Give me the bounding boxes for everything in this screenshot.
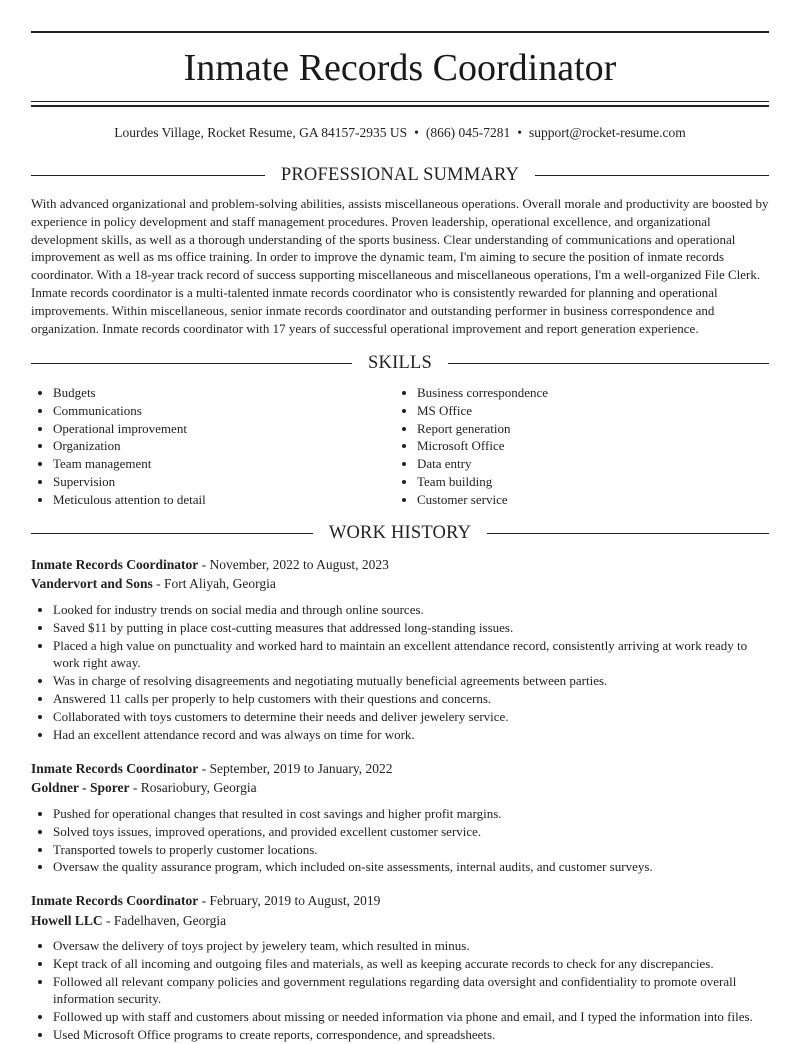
job-company: Vandervort and Sons <box>31 576 153 591</box>
contact-separator: • <box>517 125 522 140</box>
job-company: Howell LLC <box>31 913 103 928</box>
work-heading <box>31 521 769 545</box>
heading-rule <box>535 175 769 176</box>
job-company-line <box>31 574 769 593</box>
job-location: - Fadelhaven, Georgia <box>102 913 227 928</box>
skill-item: • Data entry <box>417 455 755 473</box>
contact-phone: (866) 045-7281 <box>425 125 511 140</box>
summary-text: With advanced organizational and problem-solving abilities, assists miscellaneous operations. Overall morale and productivity are boosted by experience in policy development and staff management procedures. Proven leadership, operational excellence, and organizational development skills, as well as a thorough understanding of the sports business. Clear understanding of communications and operational improvement as well as ms office training. In order to improve the dynamic team, I'm aiming to secure the position of inmate records coordinator. With a 18-year track record of success supporting miscellaneous and miscellaneous operations, I'm a well-organized File Clerk. Inmate records coordinator is a multi-talented inmate records coordinator who is consistently rewarded for planning and operational improvements. Within miscellaneous, senior inmate records coordinator and outstanding performer in business correspondence and organization. Inmate records coordinator with 17 years of successful operational improvement and report generation experience. <box>31 196 769 336</box>
duty-item: • Solved toys issues, improved operations, and provided excellent customer service. <box>53 823 769 841</box>
job-role-line <box>31 891 769 910</box>
job-dates: - November, 2022 to August, 2023 <box>198 557 389 572</box>
duty-item: • Saved $11 by putting in place cost-cutting measures that addressed long-standing issues. <box>53 619 769 637</box>
contact-separator: • <box>414 125 419 140</box>
duty-item: • Placed a high value on punctuality and worked hard to maintain an excellent attendance record, consistently arriving at work ready to work right away. <box>53 637 769 673</box>
work-title: WORK HISTORY <box>328 523 472 543</box>
top-rule <box>31 31 769 33</box>
duty-item: • Followed all relevant company policies and government regulations regarding data oversight and confidentiality to promote overall information security. <box>53 973 769 1009</box>
job-company-line <box>31 778 769 797</box>
duty-item: • Used Microsoft Office programs to create reports, correspondence, and spreadsheets. <box>53 1026 769 1044</box>
contact-address: Lourdes Village, Rocket Resume, GA 84157-2935 US <box>114 125 408 140</box>
duty-item: • Collaborated with toys customers to determine their needs and deliver jewelery service. <box>53 708 769 726</box>
skills-heading <box>31 351 769 375</box>
heading-rule <box>31 533 313 534</box>
job-duties <box>31 805 769 876</box>
job-role: Inmate Records Coordinator <box>31 893 199 908</box>
skill-item: • Team building <box>417 473 755 491</box>
job-role: Inmate Records Coordinator <box>31 761 199 776</box>
duty-item: • Had an excellent attendance record and was always on time for work. <box>53 726 769 744</box>
duty-item: • Oversaw the delivery of toys project by jewelery team, which resulted in minus. <box>53 937 769 955</box>
duty-item: • Was in charge of resolving disagreements and negotiating mutually beneficial agreements between parties. <box>53 672 769 690</box>
contact-email[interactable]: support@rocket-resume.com <box>529 125 686 140</box>
title-rule-lower <box>31 105 769 107</box>
skill-item: • Budgets <box>53 384 391 402</box>
skill-item: • Microsoft Office <box>417 437 755 455</box>
job-role: Inmate Records Coordinator <box>31 557 199 572</box>
job-company-line <box>31 911 769 930</box>
job-dates: - September, 2019 to January, 2022 <box>198 761 393 776</box>
skills-right-column <box>395 384 755 509</box>
heading-rule <box>31 363 352 364</box>
duty-item: • Kept track of all incoming and outgoing files and materials, as well as keeping accurate records to check for any discrepancies. <box>53 955 769 973</box>
skill-item: • Organization <box>53 437 391 455</box>
summary-title: PROFESSIONAL SUMMARY <box>280 165 520 185</box>
contact-line <box>31 124 769 142</box>
skill-item: • Supervision <box>53 473 391 491</box>
job-duties <box>31 601 769 743</box>
duty-item: • Followed up with staff and customers about missing or needed information via phone and email, and I typed the information into files. <box>53 1008 769 1026</box>
duty-item: • Transported towels to properly customer locations. <box>53 841 769 859</box>
skill-item: • Customer service <box>417 491 755 509</box>
candidate-title: Inmate Records Coordinator <box>183 47 617 89</box>
skill-item: • Business correspondence <box>417 384 755 402</box>
heading-rule <box>31 175 265 176</box>
job-location: - Fort Aliyah, Georgia <box>152 576 276 591</box>
skill-item: • Communications <box>53 402 391 420</box>
job-duties <box>31 937 769 1044</box>
heading-rule <box>448 363 769 364</box>
skills-left-column <box>31 384 391 509</box>
job-dates: - February, 2019 to August, 2019 <box>198 893 381 908</box>
job-company: Goldner - Sporer <box>31 780 130 795</box>
job-role-line <box>31 759 769 778</box>
heading-rule <box>487 533 769 534</box>
job-role-line <box>31 555 769 574</box>
duty-item: • Pushed for operational changes that resulted in cost savings and higher profit margins. <box>53 805 769 823</box>
skills-right-list <box>395 384 755 509</box>
skill-item: • Team management <box>53 455 391 473</box>
skills-left-list <box>31 384 391 509</box>
duty-item: • Oversaw the quality assurance program, which included on-site assessments, internal audits, and customer surveys. <box>53 858 769 876</box>
title-rule-upper <box>31 101 769 102</box>
skill-item: • MS Office <box>417 402 755 420</box>
skill-item: • Operational improvement <box>53 420 391 438</box>
skill-item: • Meticulous attention to detail <box>53 491 391 509</box>
duty-item: • Looked for industry trends on social media and through online sources. <box>53 601 769 619</box>
duty-item: • Answered 11 calls per properly to help customers with their questions and concerns. <box>53 690 769 708</box>
skill-item: • Report generation <box>417 420 755 438</box>
skills-title: SKILLS <box>368 353 432 373</box>
job-location: - Rosariobury, Georgia <box>129 780 257 795</box>
summary-heading <box>31 163 769 187</box>
